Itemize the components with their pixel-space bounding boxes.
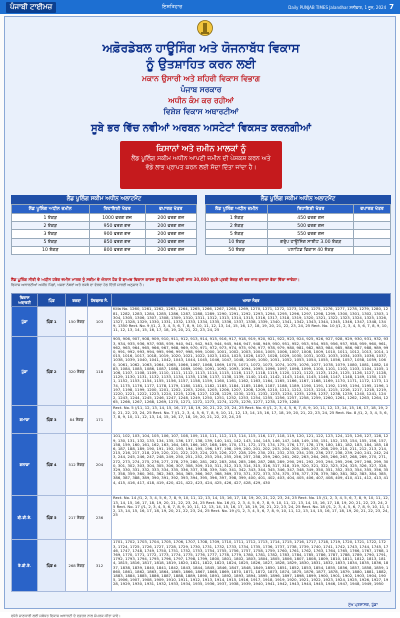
table-row: 2 ਏਕੜ 500 ਵਰਗ ਗਜ਼ — [206, 222, 391, 230]
authorities-name: ਵਿਸ਼ੇਸ਼ ਵਿਕਾਸ ਅਥਾਰਟੀਆਂ — [163, 107, 239, 116]
subtitle-working-under: ਅਧੀਨ ਕੰਮ ਕਰ ਰਹੀਆਂ — [168, 96, 234, 105]
hadbast-cell: 236 — [88, 496, 112, 540]
table-row — [12, 406, 391, 434]
col-header-area: ਰਕਬਾ — [66, 294, 88, 307]
table-row — [12, 337, 391, 406]
allotment-table-left-caption: ਲੈਂਡ ਪੂਲਿੰਗ ਸਕੀਮ ਅਧੀਨ ਅਲਾਟਮੈਂਟ — [11, 195, 197, 204]
authority-cell: ਗਲਾਡਾ — [12, 434, 38, 496]
table-row: 2 ਏਕੜ 950 ਵਰਗ ਗਜ਼ 200 ਵਰਗ ਗਜ਼ — [12, 222, 197, 230]
area-cell: 268 ਏਕੜ — [66, 540, 88, 592]
banner-line-3: ਵੱਡੇ ਲਾਭ ਪ੍ਰਾਪਤ ਕਰਨ ਲਈ ਸੱਦਾ ਦਿੱਤਾ ਜਾਂਦਾ ਹੈ। — [145, 164, 257, 171]
col-header-authority: ਵਿਕਾਸ ਅਥਾਰਟੀ — [12, 294, 38, 307]
hadbast-cell: 171 — [88, 406, 112, 434]
table-intro-note: ਵਿਕਾਸ ਅਥਾਰਟੀਆਂ ਅਧੀਨ ਪਿੰਡਾਂ, ਖਸਰਾ ਨੰਬਰਾਂ ਅਤੇ ਰਕਬੇ ਦਾ ਵੇਰਵਾ ਹੇਠ ਦਿੱਤੀ ਸਾਰਣੀ ਅਨੁਸਾਰ ਹੈ। — [11, 283, 145, 288]
area-cell: 150 ਏਕੜ — [66, 307, 88, 337]
table-row — [12, 540, 391, 592]
allotment-table-left — [11, 195, 197, 255]
village-khasra-table — [11, 293, 391, 592]
authority-cell: ਪੁੱਡਾ — [12, 337, 38, 406]
table-row: 1 ਏਕੜ 450 ਵਰਗ ਗਜ਼ — [206, 214, 391, 222]
table-row: 10 ਏਕੜ 800 ਵਰਗ ਗਜ਼ 200 ਵਰਗ ਗਜ਼ — [12, 246, 197, 254]
banner-line-1: ਕਿਸਾਨਾਂ ਅਤੇ ਜ਼ਮੀਨ ਮਾਲਕਾਂ ਨੂੰ — [156, 144, 246, 153]
page-number: 7 — [389, 3, 394, 11]
authority-cell: ਗਮਾਡਾ — [12, 406, 38, 434]
col-header: ਰਿਹਾਇਸ਼ੀ ਖੇਤਰ — [89, 205, 145, 214]
authority-cell: ਬੀ.ਡੀ.ਏ. — [12, 496, 38, 540]
village-cell: ਪਿੰਡ 6 — [38, 540, 66, 592]
col-header: ਵਪਾਰਕ ਖੇਤਰ — [354, 205, 391, 214]
government-name: ਪੰਜਾਬ ਸਰਕਾਰ — [180, 85, 222, 94]
newspaper-logo: ਪੰਜਾਬੀ ਟਾਈਮਜ਼ — [6, 2, 56, 13]
col-header: ਵਪਾਰਕ ਖੇਤਰ — [145, 205, 196, 214]
area-cell: 512 ਏਕੜ — [66, 434, 88, 496]
table-row: 1 ਏਕੜ 1000 ਵਰਗ ਗਜ਼ 200 ਵਰਗ ਗਜ਼ — [12, 214, 197, 222]
headline-statewide: ਸੂਬੇ ਭਰ ਵਿੱਚ ਨਵੀਆਂ ਅਰਬਨ ਅਸਟੇਟਾਂ ਵਿਕਸਤ ਕਰਨਗੀਆਂ — [91, 123, 311, 134]
table-row: 50 ਏਕੜ ਪਲਾਟਿਡ ਵਿਕਾਸ 40 ਏਕੜ — [206, 246, 391, 254]
village-cell: ਪਿੰਡ 1 — [38, 307, 66, 337]
village-cell: ਪਿੰਡ 3 — [38, 406, 66, 434]
authority-cell: ਪੁੱਡਾ — [12, 307, 38, 337]
village-cell: ਪਿੰਡ 5 — [38, 496, 66, 540]
authority-cell: ਏ.ਡੀ.ਏ. — [12, 540, 38, 592]
col-header: ਲੈਂਡ ਪੂਲਿੰਗ ਅਧੀਨ ਜ਼ਮੀਨ — [12, 205, 90, 214]
edition-info: Daily PUNJAB TIMES Jalandhar ਸ਼ਨੀਵਾਰ, 1 ਜੂਨ, 2024 — [288, 4, 387, 10]
table-row: 5 ਏਕੜ 850 ਵਰਗ ਗਜ਼ 200 ਵਰਗ ਗਜ਼ — [12, 238, 197, 246]
table-row: 3 ਏਕੜ 900 ਵਰਗ ਗਜ਼ 200 ਵਰਗ ਗਜ਼ — [12, 230, 197, 238]
khasra-cell: Rect. No. 14 //1, 2, 3, 4, 5, 6, 7, 8, 9, 10, 11, 12, 13, 14, 15, 16, 17, 18, 19, 20, 21, 22, 23, 24, 25 Rect. No. 15 //1, 2, 3, 4, 5, 6, 7, 8, 9, 10, 11, 12, 13, 14, 15, 16, 17, 18, 19, 20, 21, 22, 23, 24, 25 Rect. No. 16 //1, 2, 3, 4, 5, 6, 7, 8, 9, 10, 11, 12, 13, 14, 15, 16, 17, 18, 19, 20, 21, 22, 23, 24, 25 Rect. No. 17 //1, 2, 3, 4, 5, 6, 7, 8, 9, 10, 11, 12, 13, 14, 15, 16, 17, 18, 19, 20, 21, 22, 23, 24, 25 Rect. No. 18 //1, 2, 3, 4, 5, 6, 7, 8, 9, 10, 11, 12, 13, 14, 15, 16, 17, 18, 19, 20, 21, 22, 23, 24, 25 Rect. No. 19 //1, 2, 3, 4, 5, 6, 7, 8, 9, 10, 11, 12, 13, 14, 15, 16, 17, 18, 19, 20, 21, 22, 23, 24, 25 — [112, 496, 391, 540]
col-header-hadbast: ਹੱਦਬਸਤ ਨੰ. — [88, 294, 112, 307]
hadbast-cell: 312 — [88, 540, 112, 592]
khasra-cell: 101, 102, 103, 104, 105, 106, 107, 108, 109, 110, 111, 112, 113, 114, 115, 116, 117, 118, 119, 120, 121, 122, 123, 124, 125, 126, 127, 128, 129, 130, 131, 132, 133, 134, 135, 136, 137, 138, 139, 140, 141, 142, 143, 144, 145, 146, 147, 148, 149, 150, 151, 152, 153, 154, 155, 156, 157, 158, 159, 160, 161, 162, 163, 164, 165, 166, 167, 168, 169, 170, 171, 172, 173, 174, 175, 176, 177, 178, 179, 180, 181, 182, 183, 184, 185, 186, 187, 188, 189, 190, 191, 192, 193, 194, 195, 196, 197, 198, 199, 200, 201, 202, 203, 204, 205, 206, 207, 208, 209, 210, 211, 212, 213, 214, 215, 216, 217, 218, 219, 220, 221, 222, 223, 224, 225, 226, 227, 228, 229, 230, 231, 232, 233, 234, 235, 236, 237, 238, 239, 240, 241, 242, 243, 244, 245, 246, 247, 248, 249, 250, 251, 252, 253, 254, 255, 256, 257, 258, 259, 260, 261, 262, 263, 264, 265, 266, 267, 268, 269, 270, 271, 272, 273, 274, 275, 276, 277, 278, 279, 280, 281, 282, 283, 284, 285, 286, 287, 288, 289, 290, 291, 292, 293, 294, 295, 296, 297, 298, 299, 300, 301, 302, 303, 304, 305, 306, 307, 308, 309, 310, 311, 312, 313, 314, 315, 316, 317, 318, 319, 320, 321, 322, 323, 324, 325, 326, 327, 328, 329, 330, 331, 332, 333, 334, 335, 336, 337, 338, 339, 340, 341, 342, 343, 344, 345, 346, 347, 348, 349, 350, 351, 352, 353, 354, 355, 356, 357, 358, 359, 360, 361, 362, 363, 364, 365, 366, 367, 368, 369, 370, 371, 372, 373, 374, 375, 376, 377, 378, 379, 380, 381, 382, 383, 384, 385, 386, 387, 388, 389, 390, 391, 392, 393, 394, 395, 396, 397, 398, 399, 400, 401, 402, 403, 404, 405, 406, 407, 408, 409, 410, 411, 412, 413, 414, 415, 416, 417, 418, 419, 420, 421, 422, 423, 424, 425, 426, 427, 428, 429, 430 — [112, 434, 391, 496]
khasra-cell: 905, 906, 907, 908, 909, 910, 911, 912, 913, 914, 915, 916, 917, 918, 919, 920, 921, 922, 923, 924, 925, 926, 927, 928, 929, 930, 931, 932, 933, 934, 935, 936, 937, 938, 939, 940, 941, 942, 943, 944, 945, 946, 947, 948, 949, 950, 951, 952, 953, 954, 955, 956, 957, 958, 959, 960, 961, 962, 963, 964, 965, 966, 967, 968, 969, 970, 971, 972, 973, 974, 975, 976, 977, 978, 979, 980, 981, 982, 983, 984, 985, 986, 987, 988, 989, 990, 991, 992, 993, 994, 995, 996, 997, 998, 999, 1000, 1001, 1002, 1003, 1004, 1005, 1006, 1007, 1008, 1009, 1010, 1011, 1012, 1013, 1014, 1015, 1016, 1017, 1018, 1019, 1020, 1021, 1022, 1023, 1024, 1025, 1026, 1027, 1028, 1029, 1030, 1031, 1032, 1033, 1034, 1035, 1036, 1037, 1038, 1039, 1040, 1041, 1042, 1043, 1044, 1045, 1046, 1047, 1048, 1049, 1050, 1051, 1052, 1053, 1054, 1055, 1056, 1057, 1058, 1059, 1060, 1061, 1062, 1063, 1064, 1065, 1066, 1067, 1068, 1069, 1070, 1071, 1072, 1073, 1074, 1075, 1076, 1077, 1078, 1079, 1080, 1081, 1082, 1083, 1084, 1085, 1086, 1087, 1088, 1089, 1090, 1091, 1092, 1093, 1094, 1095, 1096, 1097, 1098, 1099, 1100, 1101, 1102, 1103, 1104, 1105, 1106, 1107, 1108, 1109, 1110, 1111, 1112, 1113, 1114, 1115, 1116, 1117, 1118, 1119, 1120, 1121, 1122, 1123, 1124, 1125, 1126, 1127, 1128, 1129, 1130, 1131, 1132, 1133, 1134, 1135, 1136, 1137, 1138, 1139, 1140, 1141, 1142, 1143, 1144, 1145, 1146, 1147, 1148, 1149, 1150, 1151, 1152, 1153, 1154, 1155, 1156, 1157, 1158, 1159, 1160, 1161, 1162, 1163, 1164, 1165, 1166, 1167, 1168, 1169, 1170, 1171, 1172, 1173, 1174, 1175, 1176, 1177, 1178, 1179, 1180, 1181, 1182, 1183, 1184, 1185, 1186, 1187, 1188, 1189, 1190, 1191, 1192, 1193, 1194, 1195, 1196, 1197, 1198, 1199, 1200, 1201, 1202, 1203, 1204, 1205, 1206, 1207, 1208, 1209, 1210, 1211, 1212, 1213, 1214, 1215, 1216, 1217, 1218, 1219, 1220, 1221, 1222, 1223, 1224, 1225, 1226, 1227, 1228, 1229, 1230, 1231, 1232, 1233, 1234, 1235, 1236, 1237, 1238, 1239, 1240, 1241, 1242, 1243, 1244, 1245, 1246, 1247, 1248, 1249, 1250, 1251, 1252, 1253, 1254, 1255, 1256, 1257, 1258, 1259, 1260, 1261, 1262, 1263, 1264, 1265, 1266, 1267, 1268, 1269, 1270, 1271, 1272, 1273, 1274, 1275, 1276, 1277, 1278, 1279, 1280 — [112, 337, 391, 406]
section-label: ਇਸ਼ਤਿਹਾਰ — [162, 4, 183, 10]
invitation-banner — [120, 141, 282, 189]
government-emblem-icon — [195, 19, 215, 37]
village-cell: ਪਿੰਡ 4 — [38, 434, 66, 496]
hadbast-cell: 118 — [88, 337, 112, 406]
table-row — [12, 307, 391, 337]
hadbast-cell: 204 — [88, 434, 112, 496]
headline-secondary: ਨੂੰ ਉਤਸ਼ਾਹਿਤ ਕਰਨ ਲਈ — [146, 57, 256, 71]
table-row: 10 ਏਕੜ ਗਰੁੱਪ ਹਾਊਸਿੰਗ ਸਾਈਟ 3.00 ਏਕੜ — [206, 238, 391, 246]
col-header-village: ਪਿੰਡ — [38, 294, 66, 307]
department-name: ਮਕਾਨ ਉਸਾਰੀ ਅਤੇ ਸ਼ਹਿਰੀ ਵਿਕਾਸ ਵਿਭਾਗ — [141, 74, 261, 83]
headline-primary: ਅਫ਼ੋਰਡੇਬਲ ਹਾਊਸਿੰਗ ਅਤੇ ਯੋਜਨਾਬੱਧ ਵਿਕਾਸ — [102, 41, 300, 55]
khasra-cell: Killa No. 1260, 1261, 1262, 1263, 1264, 1265, 1266, 1267, 1268, 1269, 1270, 1271, 1272, 1273, 1274, 1275, 1276, 1277, 1278, 1279, 1280, 1281, 1282, 1283, 1284, 1285, 1286, 1287, 1288, 1289, 1290, 1291, 1292, 1293, 1294, 1295, 1296, 1297, 1298, 1299, 1300, 1301, 1302, 1303, 1304, 1305, 1306, 1307, 1308, 1309, 1310, 1311, 1312, 1313, 1314, 1315, 1316, 1317, 1318, 1319, 1320, 1321, 1322, 1323, 1324, 1325, 1326, 1327, 1328, 1329, 1330, 1331, 1332, 1333, 1334, 1335, 1336, 1337, 1338, 1339, 1340, 1341, 1342, 1343, 1344, 1345, 1346, 1347, 1348, 1349, 1350 Rect. No. 9 //1, 2, 3, 4, 5, 6, 7, 8, 9, 10, 11, 12, 13, 14, 15, 16, 17, 18, 19, 20, 21, 22, 23, 24, 25 Rect. No. 10 //1, 2, 3, 4, 5, 6, 7, 8, 9, 10, 11, 12, 13, 14, 15, 16, 17, 18, 19, 20, 21, 22, 23, 24, 25 — [112, 307, 391, 337]
table-row — [12, 496, 391, 540]
area-cell: 217 ਏਕੜ — [66, 496, 88, 540]
footer-note: ਵਧੇਰੇ ਜਾਣਕਾਰੀ ਲਈ ਸਬੰਧਤ ਵਿਕਾਸ ਅਥਾਰਟੀ ਦੇ ਦਫ਼ਤਰ ਨਾਲ ਸੰਪਰਕ ਕੀਤਾ ਜਾਵੇ। — [11, 614, 121, 618]
area-cell: 84 ਏਕੜ — [66, 406, 88, 434]
hadbast-cell: 103 — [88, 307, 112, 337]
khasra-cell: 1701, 1702, 1703, 1704, 1705, 1706, 1707, 1708, 1709, 1710, 1711, 1712, 1713, 1714, 1715, 1716, 1717, 1718, 1719, 1720, 1721, 1722, 1723, 1724, 1725, 1726, 1727, 1728, 1729, 1730, 1731, 1732, 1733, 1734, 1735, 1736, 1737, 1738, 1739, 1740, 1741, 1742, 1743, 1744, 1745, 1746, 1747, 1748, 1749, 1750, 1751, 1752, 1753, 1754, 1755, 1756, 1757, 1758, 1759, 1760, 1761, 1762, 1763, 1764, 1765, 1766, 1767, 1768, 1769, 1770, 1771, 1772, 1773, 1774, 1775, 1776, 1777, 1778, 1779, 1780, 1781, 1782, 1783, 1784, 1785, 1786, 1787, 1788, 1789, 1790, 1791, 1792, 1793, 1794, 1795, 1796, 1797, 1798, 1799, 1800, 1801, 1802, 1803, 1804, 1805, 1806, 1807, 1808, 1809, 1810, 1811, 1812, 1813, 1814, 1815, 1816, 1817, 1818, 1819, 1820, 1821, 1822, 1823, 1824, 1825, 1826, 1827, 1828, 1829, 1830, 1831, 1832, 1833, 1834, 1835, 1836, 1837, 1838, 1839, 1840, 1841, 1842, 1843, 1844, 1845, 1846, 1847, 1848, 1849, 1850, 1851, 1852, 1853, 1854, 1855, 1856, 1857, 1858, 1859, 1860, 1861, 1862, 1863, 1864, 1865, 1866, 1867, 1868, 1869, 1870, 1871, 1872, 1873, 1874, 1875, 1876, 1877, 1878, 1879, 1880, 1881, 1882, 1883, 1884, 1885, 1886, 1887, 1888, 1889, 1890, 1891, 1892, 1893, 1894, 1895, 1896, 1897, 1898, 1899, 1900, 1901, 1902, 1903, 1904, 1905, 1906, 1907, 1908, 1909, 1910, 1911, 1912, 1913, 1914, 1915, 1916, 1917, 1918, 1919, 1920, 1921, 1922, 1923, 1924, 1925, 1926, 1927, 1928, 1929, 1930, 1931, 1932, 1933, 1934, 1935, 1936, 1937, 1938, 1939, 1940, 1941, 1942, 1943, 1944, 1945, 1946, 1947, 1948, 1949, 1950 — [112, 540, 391, 592]
col-header: ਲੈਂਡ ਪੂਲਿੰਗ ਅਧੀਨ ਜ਼ਮੀਨ — [206, 205, 268, 214]
allotment-table-right-caption: ਲੈਂਡ ਪੂਲਿੰਗ ਸਕੀਮ ਅਧੀਨ ਅਲਾਟਮੈਂਟ — [205, 195, 391, 204]
col-header: ਰਿਹਾਇਸ਼ੀ ਖੇਤਰ — [268, 205, 354, 214]
allotment-table-right — [205, 195, 391, 255]
village-cell: ਪਿੰਡ 2 — [38, 337, 66, 406]
area-cell: 320 ਏਕੜ — [66, 337, 88, 406]
banner-line-2: ਲੈਂਡ ਪੂਲਿੰਗ ਸਕੀਮ ਅਧੀਨ ਆਪਣੀ ਜ਼ਮੀਨ ਦੀ ਪੇਸ਼ਕਸ਼ ਕਰਨ ਅਤੇ — [131, 155, 271, 162]
masthead — [0, 0, 400, 14]
col-header-khasra: ਖਸਰਾ ਨੰਬਰ — [112, 294, 391, 307]
signature-block: ਮੁੱਖ ਪ੍ਰਸ਼ਾਸਕ, ਪੁੱਡਾ — [348, 602, 378, 607]
policy-notes — [11, 278, 391, 289]
advertisement — [4, 16, 396, 618]
khasra-cell: Rect. No. 5 //11, 12, 13, 14, 15, 16, 17, 18, 19, 20, 21, 22, 23, 24, 25 Rect. No. 6 //1, 2, 3, 4, 5, 6, 7, 8, 9, 10, 11, 12, 13, 14, 15, 16, 17, 18, 19, 20, 21, 22, 23, 24, 25 Rect. No. 7 //1, 2, 3, 4, 5, 6, 7, 8, 9, 10, 11, 12, 13, 14, 15, 16, 17, 18, 19, 20, 21, 22, 23, 24, 25 Rect. No. 8 //1, 2, 3, 4, 5, 6, 7, 8, 9, 10, 11, 12, 13, 14, 15, 16, 17, 18, 19, 20, 21, 22, 23, 24, 25 — [112, 406, 391, 434]
table-row — [12, 434, 391, 496]
table-row: 5 ਏਕੜ 550 ਵਰਗ ਗਜ਼ — [206, 230, 391, 238]
allowance-note: ਲੈਂਡ ਪੂਲਿੰਗ ਨੀਤੀ ਦੇ ਅਧੀਨ ਹਰੇਕ ਜ਼ਮੀਨ ਮਾਲਕ ਨੂੰ ਸਕੀਮ ਦੇ ਐਲਾਨ ਹੋਣ ਤੋਂ ਬਾਅਦ ਵਿਕਾਸ ਕਾਰਜ ਸ਼ੁਰੂ ਹੋਣ ਤੱਕ ਪ੍ਰਤੀ ਸਾਲ 30,000 ਰੁਪਏ ਪ੍ਰਤੀ ਏਕੜ ਦੀ ਦਰ ਨਾਲ ਗੁਜ਼ਾਰਾ ਭੱਤਾ ਦਿੱਤਾ ਜਾਵੇਗਾ। — [11, 277, 300, 282]
